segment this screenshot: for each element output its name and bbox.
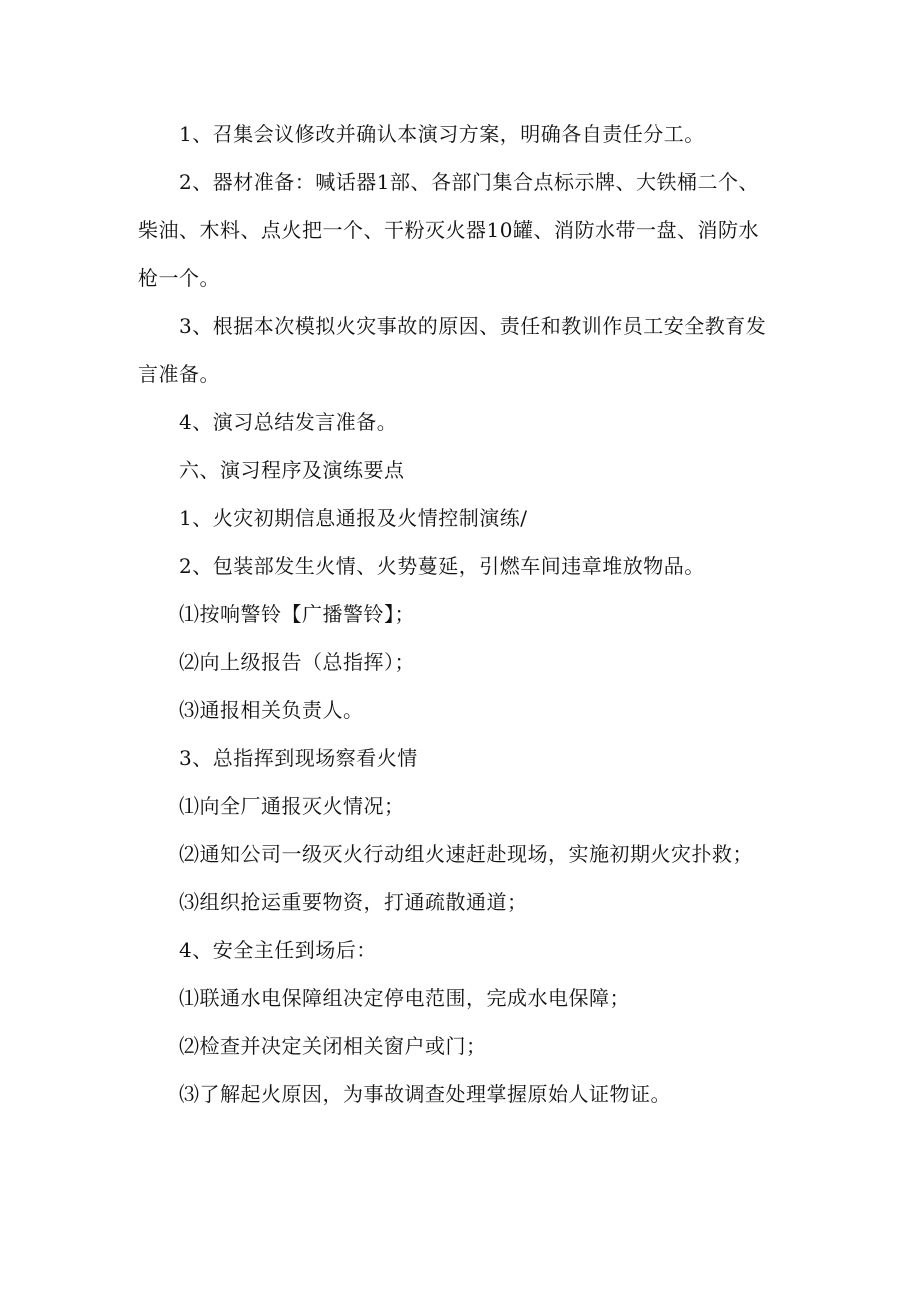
paragraph-step-2-sub-3: ⑶通报相关负责人。 xyxy=(179,698,364,722)
paragraph-step-1: 1、火灾初期信息通报及火情控制演练/ xyxy=(179,506,528,530)
paragraph-step-3: 3、总指挥到现场察看火情 xyxy=(179,746,418,770)
paragraph-prep-item-3: 3、根据本次模拟火灾事故的原因、责任和教训作员工安全教育发言准备。 xyxy=(138,314,767,386)
paragraph-prep-item-4: 4、演习总结发言准备。 xyxy=(179,410,398,434)
paragraph-step-3-sub-1: ⑴向全厂通报灭火情况； xyxy=(179,794,405,818)
paragraph-step-2-sub-2: ⑵向上级报告（总指挥）； xyxy=(179,650,415,674)
paragraph-step-3-sub-3: ⑶组织抢运重要物资，打通疏散通道； xyxy=(179,890,528,914)
document-body xyxy=(138,110,778,1118)
paragraph-step-4-sub-3: ⑶了解起火原因，为事故调查处理掌握原始人证物证。 xyxy=(179,1082,671,1106)
paragraph-step-2-sub-1: ⑴按响警铃【广播警铃】； xyxy=(179,602,415,626)
paragraph-step-4-sub-2: ⑵检查并决定关闭相关窗户或门； xyxy=(179,1034,487,1058)
paragraph-prep-item-2: 2、器材准备：喊话器1部、各部门集合点标示牌、大铁桶二个、柴油、木料、点火把一个、干粉灭火器10罐、消防水带一盘、消防水枪一个。 xyxy=(138,170,759,290)
paragraph-step-2: 2、包装部发生火情、火势蔓延，引燃车间违章堆放物品。 xyxy=(179,554,705,578)
paragraph-step-3-sub-2: ⑵通知公司一级灭火行动组火速赶赴现场，实施初期火灾扑救； xyxy=(179,842,753,866)
paragraph-step-4-sub-1: ⑴联通水电保障组决定停电范围，完成水电保障； xyxy=(179,986,630,1010)
paragraph-step-4: 4、安全主任到场后： xyxy=(179,938,377,962)
paragraph-prep-item-1: 1、召集会议修改并确认本演习方案，明确各自责任分工。 xyxy=(179,122,705,146)
section-heading-drill-procedure: 六、演习程序及演练要点 xyxy=(179,458,405,482)
